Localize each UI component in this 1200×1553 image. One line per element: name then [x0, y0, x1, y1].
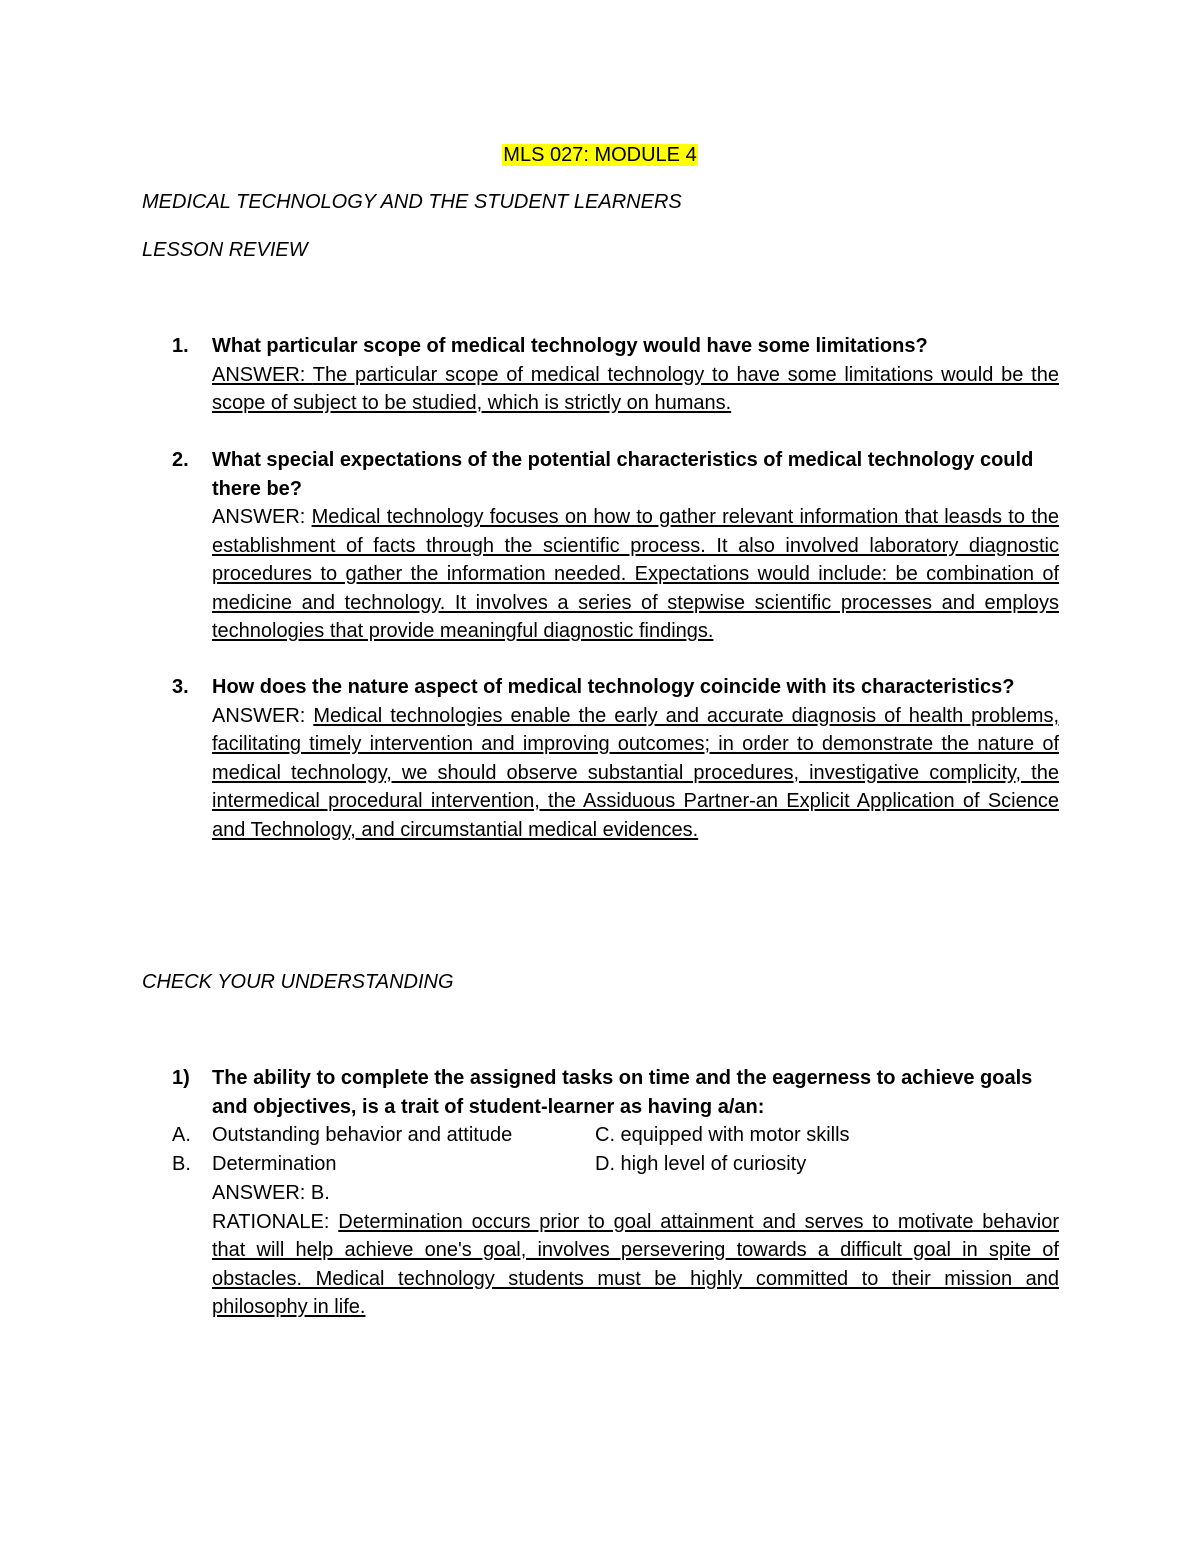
option-row-a [172, 1121, 1059, 1150]
option-text-right: C. equipped with motor skills [595, 1124, 850, 1146]
document-subtitle: MEDICAL TECHNOLOGY AND THE STUDENT LEARNERS [142, 191, 682, 213]
question-number: 3. [172, 676, 189, 698]
section-heading-lesson-review: LESSON REVIEW [142, 239, 308, 261]
section-heading-check-understanding: CHECK YOUR UNDERSTANDING [142, 971, 454, 993]
question-number: 2. [172, 449, 189, 471]
answer-prefix: ANSWER: [212, 506, 312, 528]
options-list [172, 1121, 1059, 1179]
document-title [0, 141, 1200, 169]
question-text: What special expectations of the potential characteristics of medical technology could there be? [212, 449, 1034, 500]
check-item-1 [172, 1064, 1059, 1121]
answer-line: ANSWER: B. [212, 1182, 330, 1204]
lesson-review-item-1 [172, 332, 1059, 418]
option-letter: B. [172, 1153, 191, 1175]
question-text: What particular scope of medical technology would have some limitations? [212, 335, 928, 357]
answer-body: Medical technologies enable the early and accurate diagnosis of health problems, facilitating timely intervention and improving outcomes; in order to demonstrate the nature of medical technology, we should observe substantial procedures, investigative complicity, the intermedical procedural intervention, the Assiduous Partner-an Explicit Application of Science and Technology, and circumstantial medical evidences. [212, 704, 1059, 841]
answer-text [212, 702, 1059, 845]
answer-body: The particular scope of medical technology to have some limitations would be the scope of subject to be studied, which is strictly on humans. [212, 363, 1059, 414]
question-text: How does the nature aspect of medical technology coincide with its characteristics? [212, 676, 1015, 698]
answer-prefix: ANSWER: [212, 363, 313, 386]
lesson-review-item-3 [172, 673, 1059, 844]
question-number: 1. [172, 335, 189, 357]
option-text-right: D. high level of curiosity [595, 1153, 807, 1175]
answer-prefix: ANSWER: [212, 704, 314, 727]
option-row-b [172, 1150, 1059, 1179]
answer-block [212, 1179, 1059, 1322]
question-number: 1) [172, 1067, 190, 1089]
rationale-prefix: RATIONALE: [212, 1210, 339, 1233]
answer-text [212, 361, 1059, 418]
title-highlight: MLS 027: MODULE 4 [503, 144, 697, 166]
answer-text [212, 503, 1059, 646]
option-text: Outstanding behavior and attitude [212, 1124, 513, 1146]
rationale-body: Determination occurs prior to goal attainment and serves to motivate behavior that will help achieve one's goal, involves persevering towards a difficult goal in spite of obstacles. Medical technology students must be highly committed to their mission and philosophy in life. [212, 1210, 1059, 1318]
lesson-review-item-2 [172, 446, 1059, 646]
option-letter: A. [172, 1124, 191, 1146]
question-text: The ability to complete the assigned tasks on time and the eagerness to achieve goals and objectives, is a trait of student-learner as having a/an: [212, 1067, 1033, 1118]
option-text: Determination [212, 1153, 337, 1175]
rationale-text [212, 1208, 1059, 1322]
answer-body: Medical technology focuses on how to gather relevant information that leasds to the establishment of facts through the scientific process. It also involved laboratory diagnostic procedures to gather the information needed. Expectations would include: be combination of medicine and technology. It involves a series of stepwise scientific processes and employs technologies that provide meaningful diagnostic findings. [212, 506, 1059, 642]
